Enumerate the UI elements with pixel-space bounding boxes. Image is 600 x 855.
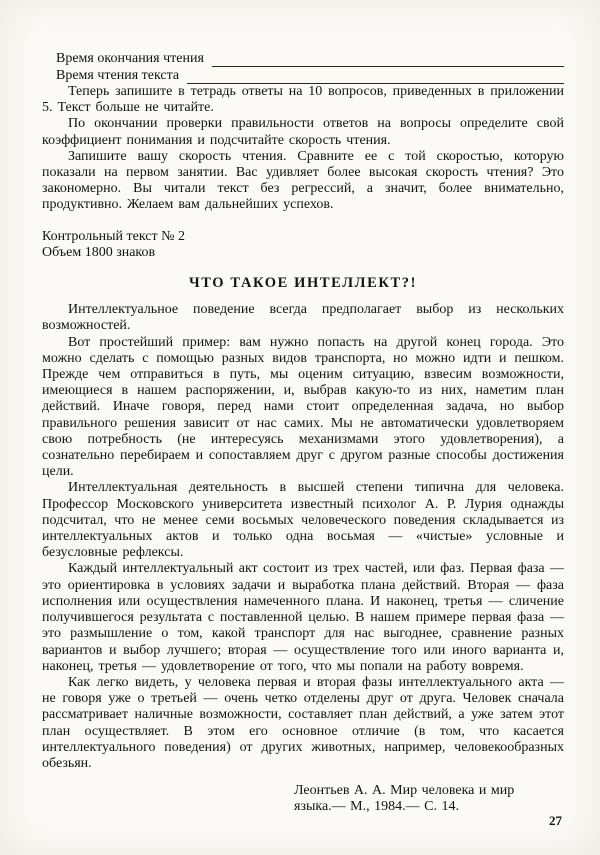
- control-text-volume: Объем 1800 знаков: [42, 244, 156, 260]
- article-title: ЧТО ТАКОЕ ИНТЕЛЛЕКТ?!: [188, 275, 418, 292]
- intro-paragraph: Запишите вашу скорость чтения. Сравните ее с той скоростью, которую показали на первом занятии. Вас удивляет более высокая скорость чтения? Это закономерно. Вы читали текст без регрессий, а значит, более внимательно, продуктивно. Желаем вам дальнейших успехов.: [42, 148, 564, 213]
- article-paragraph: Интеллектуальная деятельность в высшей степени типична для человека. Профессор Московского университета известный психолог А. Р. Лурия однажды подсчитал, что не менее семи восьмых человеческого поведения складывается из интеллектуальных актов и только одна восьмая — «чистые» условные и безусловные рефлексы.: [42, 480, 564, 561]
- fill-line-blank: [212, 53, 564, 67]
- control-text-title: Контрольный текст № 2: [42, 228, 185, 244]
- article-paragraph: Как легко видеть, у человека первая и вторая фазы интеллектуального акта — не говоря уже о третьей — очень четко отделены друг от друга. Человек сначала рассматривает наличные возможности, составляет план действий, а уже затем этот план осуществляет. В этом его основное отличие (в том, что касается интеллектуального поведения) от других животных, например, человекообразных обезьян.: [42, 674, 564, 771]
- intro-paragraph: Теперь запишите в тетрадь ответы на 10 вопросов, приведенных в приложении 5. Текст больше не читайте.: [42, 84, 564, 116]
- article-paragraph: Каждый интеллектуальный акт состоит из трех частей, или фаз. Первая фаза — это ориентировка в условиях задачи и выработка плана действий. Вторая — фаза исполнения или осуществления намеченного плана. И наконец, третья — сличение получившегося результата с поставленной целью. В нашем примере первая фаза — это размышление о том, какой транспорт для нас выгоднее, сравнение разных вариантов и выбор лучшего; вторая — осуществление того или иного варианта и, наконец, третья — удовлетворение от того, что мы попали на работу вовремя.: [42, 561, 564, 674]
- article-paragraph: Вот простейший пример: вам нужно попасть на другой конец города. Это можно сделать с помощью разных видов транспорта, но можно идти и пешком. Прежде чем отправиться в путь, мы оценим ситуацию, взвесим возможности, имеющиеся в нашем распоряжении, и, выбрав какую-то из них, наметим план действий. Иначе говоря, перед нами стоит определенная задача, но выбор правильного решения зависит от нас самих. Мы не автоматически удовлетворяем свою потребность (не интересуясь механизмами этого удовлетворения), а сознательно перебираем и сопоставляем друг с другом разные способы достижения цели.: [42, 334, 564, 480]
- fill-line-label: Время окончания чтения: [56, 50, 204, 66]
- citation: Леонтьев А. А. Мир человека и мир языка.— М., 1984.— С. 14.: [294, 783, 515, 815]
- page-number: 27: [549, 812, 562, 828]
- fill-line-blank: [187, 70, 564, 84]
- intro-paragraph: По окончании проверки правильности ответов на вопросы определите свой коэффициент понимания и подсчитайте скорость чтения.: [42, 116, 564, 148]
- article-paragraph: Интеллектуальное поведение всегда предполагает выбор из нескольких возможностей.: [42, 302, 564, 334]
- control-text-block: [42, 229, 564, 261]
- fill-line-reading-end-time: [56, 50, 564, 67]
- fill-line-reading-duration: [56, 67, 564, 84]
- fill-line-label: Время чтения текста: [56, 67, 180, 83]
